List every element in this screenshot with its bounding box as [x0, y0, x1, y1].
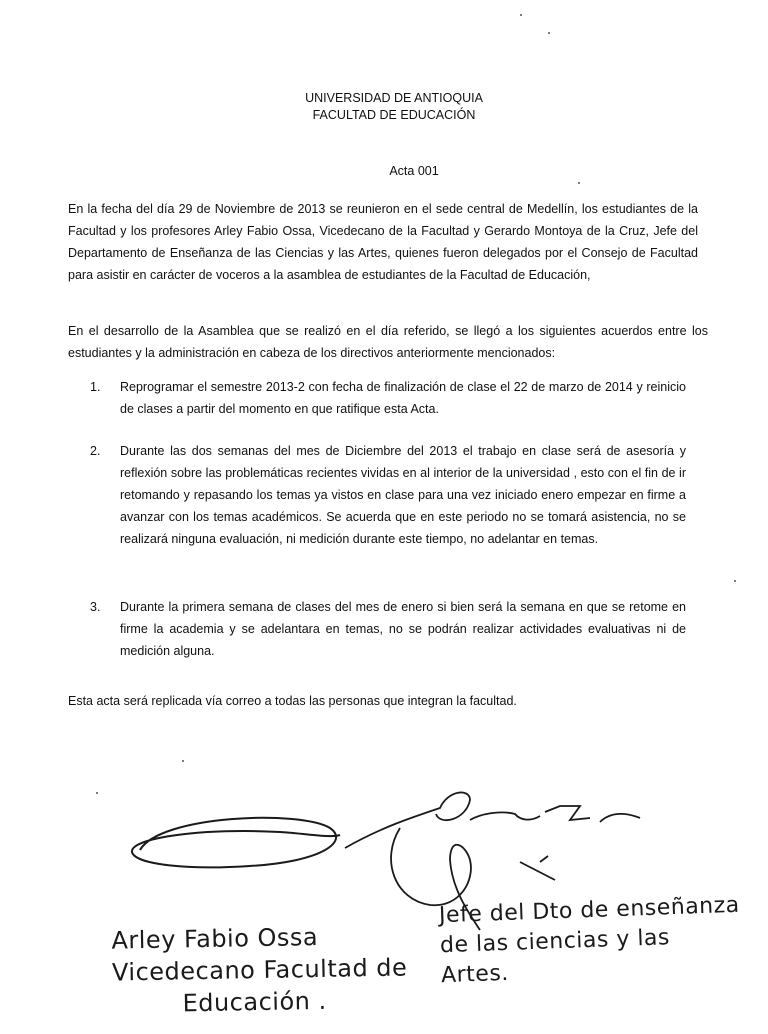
university-name: UNIVERSIDAD DE ANTIOQUIA [305, 91, 483, 105]
list-number: 2. [90, 444, 101, 458]
left-signer-title-cont: Educación . [182, 986, 327, 1018]
left-signature-text [111, 919, 408, 1020]
closing-paragraph: Esta acta será replicada vía correo a todas las personas que integran la facultad. [68, 694, 517, 708]
scan-speck [548, 32, 550, 34]
right-signature-text [439, 891, 743, 991]
scan-speck [578, 182, 580, 184]
scan-speck [734, 580, 736, 582]
acta-number: Acta 001 [389, 164, 439, 178]
left-signer-name: Arley Fabio Ossa [111, 922, 319, 955]
list-number: 1. [90, 380, 101, 394]
right-signer-title-cont: de las ciencias y las [439, 925, 671, 959]
left-signature-stroke [132, 818, 340, 868]
scan-speck [520, 14, 522, 16]
scan-speck [96, 792, 98, 794]
intro-paragraph: En la fecha del día 29 de Noviembre de 2013 se reunieron en el sede central de Medellín, los estudiantes de la Facultad y los profesores Arley Fabio Ossa, Vicedecano de la Facultad y Gerardo Montoya de la Cruz, Jefe del Departamento de Enseñanza de las Ciencias y las Artes, quienes fueron delegados por el Consejo de Facultad para asistir en carácter de voceros a la asamblea de estudiantes de la Facultad de Educación, [68, 202, 698, 282]
scan-speck [182, 760, 184, 762]
faculty-name: FACULTAD DE EDUCACIÓN [312, 108, 476, 122]
left-signer-title: Vicedecano Facultad de [111, 953, 408, 987]
right-signature-scrawl [345, 792, 640, 848]
list-text: Durante la primera semana de clases del mes de enero si bien será la semana en que se retome en firme la academia y se adelantara en temas, no se podrán realizar actividades evaluativas ni de medición alguna. [120, 600, 686, 658]
list-text: Durante las dos semanas del mes de Diciembre del 2013 el trabajo en clase será de asesoría y reflexión sobre las problemáticas recientes vividas en al interior de la universidad , esto con el fin de ir retomando y repasando los temas ya vistos en clase para una vez iniciado enero empezar en firme a avanzar con los temas académicos. Se acuerda que en este periodo no se tomará asistencia, no se realizará ninguna evaluación, ni medición durante este tiempo, no adelantar en temas. [120, 444, 686, 546]
list-number: 3. [90, 600, 101, 614]
list-text: Reprogramar el semestre 2013-2 con fecha de finalización de clase el 22 de marzo de 2014 y reinicio de clases a partir del momento en que ratifique esta Acta. [120, 380, 686, 416]
right-signer-title: Jefe del Dto de enseñanza [438, 892, 741, 929]
right-signer-title-end: Artes. [440, 960, 510, 989]
development-paragraph: En el desarrollo de la Asamblea que se realizó en el día referido, se llegó a los siguientes acuerdos entre los estudiantes y la administración en cabeza de los directivos anteriormente mencionados: [68, 324, 708, 360]
